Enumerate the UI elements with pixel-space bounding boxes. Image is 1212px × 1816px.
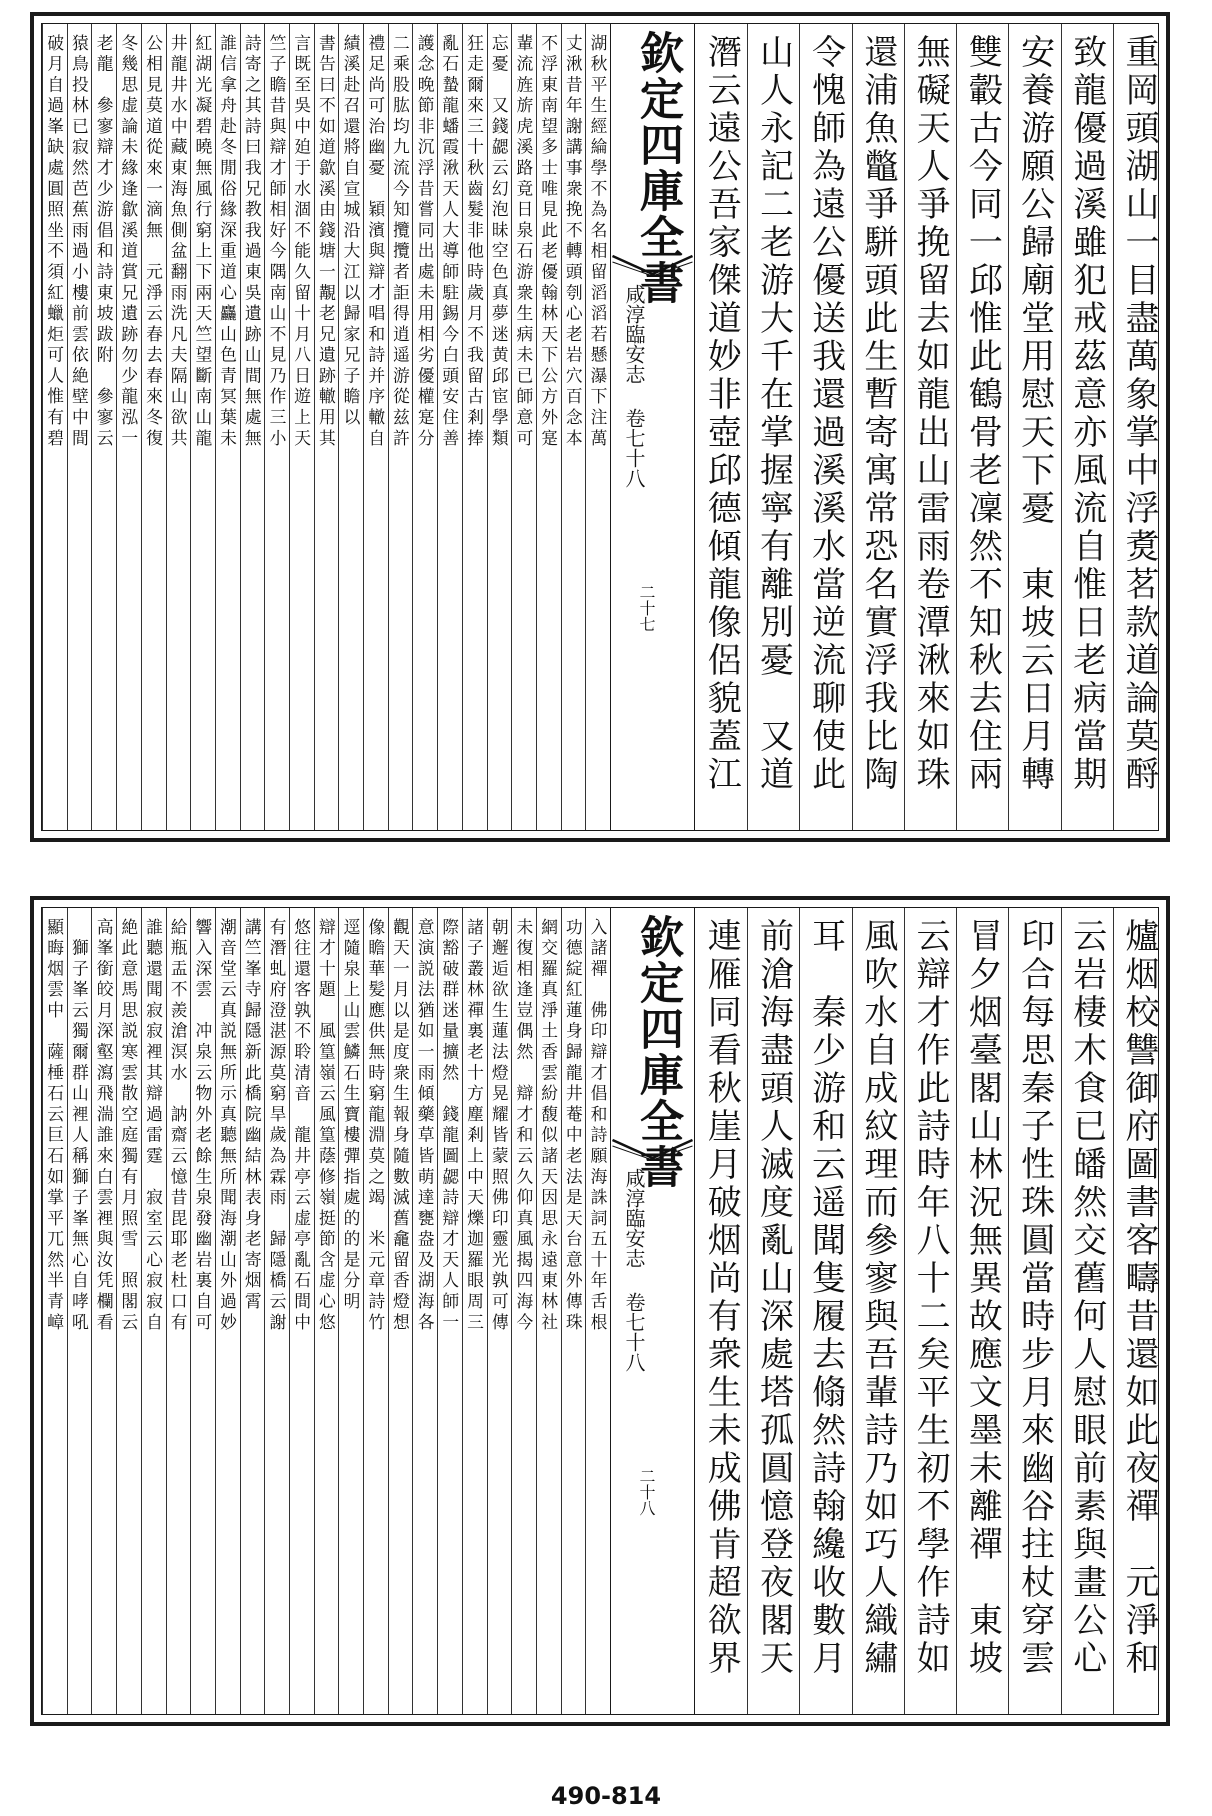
- text-column: 功德綻紅蓮身歸龍井菴中老法是天台意外傳珠: [561, 908, 586, 1714]
- text-column: 護念晚節非沉浮昔嘗同出處未用相劣優權寔分: [412, 24, 437, 830]
- text-column: 際豁破群迷量擴然 錢龍圖勰詩辯才天人師一: [437, 908, 462, 1714]
- text-column: 意演説法猶如一雨傾藥草皆萌達甕盎及湖海各: [412, 908, 437, 1714]
- text-column: 忘憂 又錢勰云幻泡昧空色真夢迷黄邱宦學類: [487, 24, 512, 830]
- text-column: 耳 秦少游和云遥聞隻履去翛然詩翰纔收數月: [799, 908, 851, 1714]
- text-column: 云辯才作此詩時年八十二矣平生初不學作詩如: [904, 908, 956, 1714]
- text-column: 老龍 參寥辯才少游倡和詩東坡跋附 參寥云: [91, 24, 116, 830]
- text-column: 言既至吳中廹于水涸不能久留十月八日遊上天: [289, 24, 314, 830]
- text-column: 井龍井水中藏東海魚側盆翻雨洗凡夫隔山欲共: [166, 24, 191, 830]
- text-column: 誰信拿舟赴冬閒俗緣深重道心麤山色青冥葉未: [215, 24, 240, 830]
- page-frame: [41, 907, 1159, 1715]
- text-column: 湖秋平生經綸學不為名相留滔滔若懸瀑下注萬: [585, 24, 610, 830]
- text-column: 致龍優過溪雖犯戒茲意亦風流自惟日老病當期: [1061, 24, 1113, 830]
- text-column: 猿鳥投林已寂然芭蕉雨過小樓前雲依絶壁中間: [67, 24, 92, 830]
- text-column: 連雁同看秋崖月破烟尚有衆生未成佛肯超欲界: [701, 918, 742, 1678]
- text-column: 公相見莫道從來一滴無 元淨云春去春來冬復: [141, 24, 166, 830]
- text-column: 二乘股肱均九流今知攬攬者詎得逍遥游從兹許: [388, 24, 413, 830]
- text-column: 誰聽還聞寂寂裡其辯過雷霆 寂室云心寂寂自: [141, 908, 166, 1714]
- text-column: 云岩棲木食已皤然交舊何人慰眼前素與畫公心: [1061, 908, 1113, 1714]
- text-column: 書告曰不如道歙溪由錢塘一覯老兄遺跡轍用其: [314, 24, 339, 830]
- text-column: 有潛虬府澄湛源莫窮旱歲為霖雨 歸隱橋云謝: [264, 908, 289, 1714]
- book-title: 欽定四庫全書: [632, 914, 683, 1190]
- center-column: [610, 908, 695, 1714]
- text-column: 給瓶盂不羨滄溟水 訥齋云憶昔毘耶老杜口有: [166, 908, 191, 1714]
- text-column: 冒夕烟臺閣山林況無異故應文墨未離禪 東坡: [956, 908, 1008, 1714]
- text-column: 還浦魚鼈爭駢頭此生暫寄寓常恐名實浮我比陶: [852, 24, 904, 830]
- page-number: 490-814: [550, 1782, 662, 1810]
- volume-label: 咸淳臨安志 卷七十八: [622, 1168, 646, 1372]
- text-column: 講竺峯寺歸隱新此橋院幽結林表身老寄烟霄: [240, 908, 265, 1714]
- text-column: 安養游願公歸廟堂用慰天下憂 東坡云日月轉: [1008, 24, 1060, 830]
- text-column: 潮音堂云真説無所示真聽無所聞海潮山外過妙: [215, 908, 240, 1714]
- text-column: 丈湫昔年謝講事衆挽不轉頭刳心老岩穴百念本: [561, 24, 586, 830]
- page-top: [30, 12, 1170, 842]
- fishtail-mark-icon: [611, 254, 694, 276]
- text-column: 像瞻華髪應供無時窮龍淵莫之竭 米元章詩竹: [363, 908, 388, 1714]
- text-column: 印合每思秦子性珠圓當時步月來幽谷拄杖穿雲: [1008, 908, 1060, 1714]
- text-column: 絶此意馬思説寒雲散空庭獨有月照雪 照閣云: [116, 908, 141, 1714]
- text-column: 顯晦烟雲中 薩棰石云巨石如掌平兀然半青嶂: [42, 908, 67, 1714]
- leaf-number: 二十七: [637, 584, 656, 632]
- text-column: 潛云遠公吾家傑道妙非壺邱德傾龍像侶貌蓋江: [701, 34, 742, 794]
- leaf-number: 二十八: [637, 1468, 656, 1516]
- text-column: 無礙天人爭挽留去如龍出山雷雨卷潭湫來如珠: [904, 24, 956, 830]
- text-column: 未復相逢豈偶然 辯才和云久仰真風揭四海今: [511, 908, 536, 1714]
- text-column: 入諸禪 佛印辯才倡和詩願海誅詞五十年舌根: [585, 908, 610, 1714]
- text-column: 網交羅真淨土香雲紛馥似諸天因思永遠東林社: [536, 908, 561, 1714]
- book-title: 欽定四庫全書: [632, 30, 683, 306]
- text-column: 破月自過峯缺處圓照坐不須紅蠟炬可人惟有碧: [42, 24, 67, 830]
- text-column: 竺子瞻昔與辯才師相好今隅南山不見乃作三小: [264, 24, 289, 830]
- page-frame: [41, 23, 1159, 831]
- text-column: 冬幾思虚論未緣逢歙溪道賞兄遺跡勿少龍泓一: [116, 24, 141, 830]
- text-column: 亂石蟄龍蟠霞湫天人大導師駐錫今白頭安住善: [437, 24, 462, 830]
- fishtail-mark-icon: [611, 1138, 694, 1160]
- text-column: 輩流旌旂虎溪路竟日泉石游衆生病未已師意可: [511, 24, 536, 830]
- text-column: 詩寄之其詩曰我兄教我過東吳遺跡山間無處無: [240, 24, 265, 830]
- text-column: 前滄海盡頭人滅度亂山深處塔孤圓憶登夜閣天: [747, 908, 799, 1714]
- page-bottom: [30, 896, 1170, 1726]
- text-column: 諸子叢林禪裏老十方塵剎上中天爍迦羅眼周三: [462, 908, 487, 1714]
- text-column: 紅湖光凝碧曉無風行窮上下兩天竺望斷南山龍: [190, 24, 215, 830]
- text-column: 觀天一月以是度衆生報身隨數滅舊龕留香燈想: [388, 908, 413, 1714]
- text-column: 禮足尚可治幽憂 穎濱與辯才唱和詩并序轍自: [363, 24, 388, 830]
- text-column: 狂走爾來三十秋齒髮非他時歲月不我留古剎捧: [462, 24, 487, 830]
- text-column: 不浮東南望多士唯見此老優翰林天下公方外寔: [536, 24, 561, 830]
- text-column: 雙轂古今同一邱惟此鶴骨老凜然不知秋去住兩: [956, 24, 1008, 830]
- left-half-text: [42, 908, 610, 1714]
- right-half-text: [695, 908, 1165, 1714]
- text-column: 績溪赴召還將自宣城沿大江以歸家兄子瞻以: [338, 24, 363, 830]
- left-half-text: [42, 24, 610, 830]
- text-column: 令愧師為遠公優送我還過溪溪水當逆流聊使此: [799, 24, 851, 830]
- text-column: 重岡頭湖山一目盡萬象掌中浮煑茗款道論莫酹: [1113, 24, 1165, 830]
- right-half-text: [695, 24, 1165, 830]
- text-column: 高峯銜皎月深壑瀉飛湍誰來白雲裡與汝凭欄看: [91, 908, 116, 1714]
- text-column: 風吹水自成紋理而參寥與吾輩詩乃如巧人織繡: [852, 908, 904, 1714]
- center-column: [610, 24, 695, 830]
- text-column: 爐烟校讐御府圖書客疇昔還如此夜禪 元淨和: [1113, 908, 1165, 1714]
- text-column: 朝邂逅欲生蓮法燈晃耀皆蒙照佛印靈光孰可傳: [487, 908, 512, 1714]
- text-column: 悠往還客孰不聆清音 龍井亭云虚亭亂石間中: [289, 908, 314, 1714]
- text-column: 響入深雲 冲泉云物外老餘生泉發幽岩裏自可: [190, 908, 215, 1714]
- text-column: 獅子峯云獨爾群山裡人稱獅子峯無心自哮吼: [67, 908, 92, 1714]
- text-column: 辯才十題 風篁嶺云風篁蔭修嶺挺節含虚心悠: [314, 908, 339, 1714]
- volume-label: 咸淳臨安志 卷七十八: [622, 284, 646, 488]
- text-column: 逕隨泉上山雲鱗石生寶樓彈指處的的是分明: [338, 908, 363, 1714]
- text-column: 山人永記二老游大千在掌握寧有離別憂 又道: [747, 24, 799, 830]
